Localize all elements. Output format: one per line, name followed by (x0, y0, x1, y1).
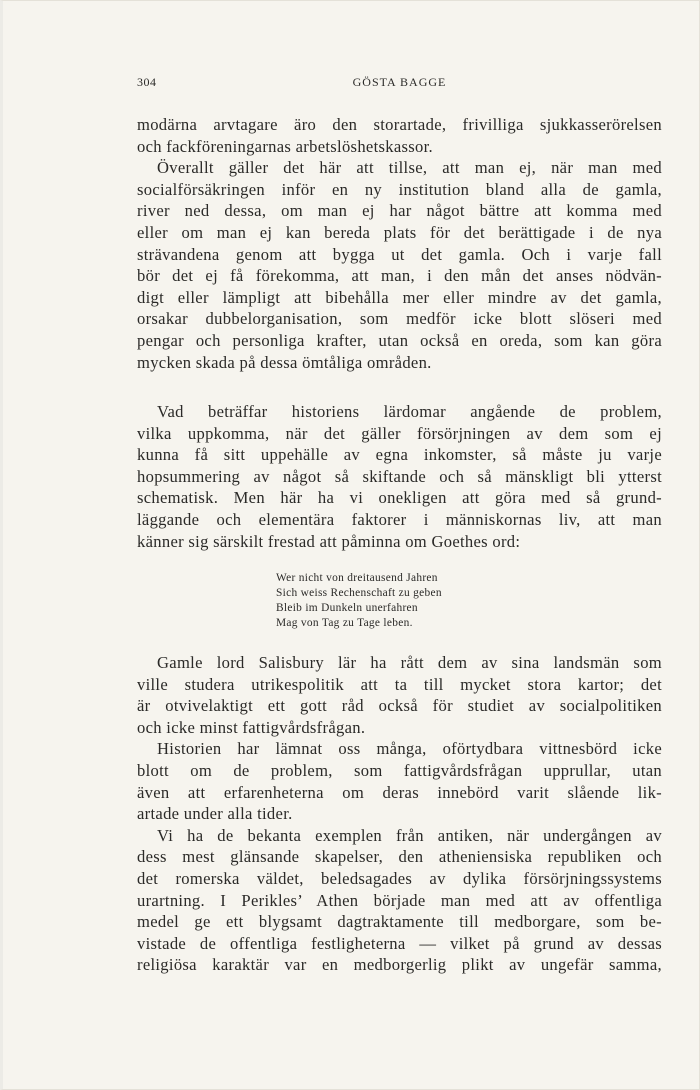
text-line: river ned dessa, om man ej har något bättre att komma med (137, 201, 662, 221)
text-block-2 (137, 401, 662, 552)
text-line: och icke minst fattigvårdsfrågan. (137, 717, 366, 737)
text-line: urartning. I Perikles’ Athen började man med att av offentliga (137, 890, 662, 910)
text-line: vilka uppkomma, när det gäller försörjningen av dem som ej (137, 423, 662, 443)
text-line: läggande och elementära faktorer i människornas liv, att man (137, 509, 662, 529)
text-line: Historien har lämnat oss många, oförtydbara vittnesbörd icke (157, 739, 662, 759)
text-block-1 (137, 114, 662, 373)
text-line: socialförsäkringen inför en ny institution bland alla de gamla, (137, 179, 662, 199)
text-line: medel ge ett blygsamt dagtraktamente till medborgare, som be- (137, 912, 662, 932)
goethe-quote (276, 571, 442, 631)
text-line: Gamle lord Salisbury lär ha rått dem av sina landsmän som (157, 653, 662, 672)
text-line: schematisk. Men här ha vi onekligen att göra med så grund- (137, 488, 662, 508)
running-title: GÖSTA BAGGE (352, 75, 447, 89)
text-line: är otvivelaktigt ett gott råd också för studiet av socialpolitiken (137, 696, 662, 716)
poem-line: Bleib im Dunkeln unerfahren (276, 601, 418, 614)
poem-line: Mag von Tag zu Tage leben. (276, 616, 413, 629)
text-line: bör det ej få förekomma, att man, i den mån det anses nödvän- (137, 266, 662, 286)
text-line: känner sig särskilt frestad att påminna om Goethes ord: (137, 531, 521, 551)
text-line: blott om de problem, som fattigvårdsfrågan upprullar, utan (137, 760, 662, 780)
text-line: Vad beträffar historiens lärdomar angående de problem, (157, 402, 662, 421)
text-line: orsakar dubbelorganisation, som medför icke blott slöseri med (137, 309, 662, 329)
text-line: artade under alla tider. (137, 804, 293, 824)
text-line: digt eller lämpligt att bibehålla mer eller mindre av det gamla, (137, 287, 662, 307)
text-line: religiösa karaktär var en medborgerlig plikt av ungefär samma, (137, 955, 662, 975)
text-line: modärna arvtagare äro den storartade, frivilliga sjukkasserörelsen (137, 115, 662, 134)
running-header (137, 75, 662, 93)
text-line: och fackföreningarnas arbetslöshetskassor. (137, 136, 433, 156)
page-number: 304 (137, 75, 157, 89)
text-line: strävandena genom att bygga ut det gamla. Och i varje fall (137, 244, 662, 264)
text-line: hopsummering av något så skiftande och så mänskligt bli ytterst (137, 466, 662, 486)
text-line: ville studera utrikespolitik att ta till mycket stora kartor; det (137, 674, 662, 694)
poem-line: Wer nicht von dreitausend Jahren (276, 572, 438, 584)
text-line: kunna få sitt uppehälle av egna inkomster, så måste ju varje (137, 445, 662, 465)
text-line: Vi ha de bekanta exemplen från antiken, när undergången av (157, 825, 662, 845)
text-block-3 (137, 652, 662, 976)
text-line: Överallt gäller det här att tillse, att man ej, när man med (157, 158, 662, 178)
text-line: även att erfarenheterna om deras innebörd varit slående lik- (137, 782, 662, 802)
text-line: vistade de offentliga festligheterna — vilket på grund av dessas (137, 933, 662, 953)
text-line: dess mest glänsande skapelser, den atheniensiska republiken och (137, 847, 662, 867)
poem-line: Sich weiss Rechenschaft zu geben (276, 586, 442, 599)
text-line: mycken skada på dessa ömtåliga områden. (137, 352, 432, 372)
text-line: det romerska väldet, beledsagades av dylika försörjningssystems (137, 868, 662, 888)
text-line: pengar och personliga krafter, utan också en oreda, som kan göra (137, 330, 662, 350)
text-line: eller om man ej kan bereda plats för det berättigade i de nya (137, 222, 662, 242)
